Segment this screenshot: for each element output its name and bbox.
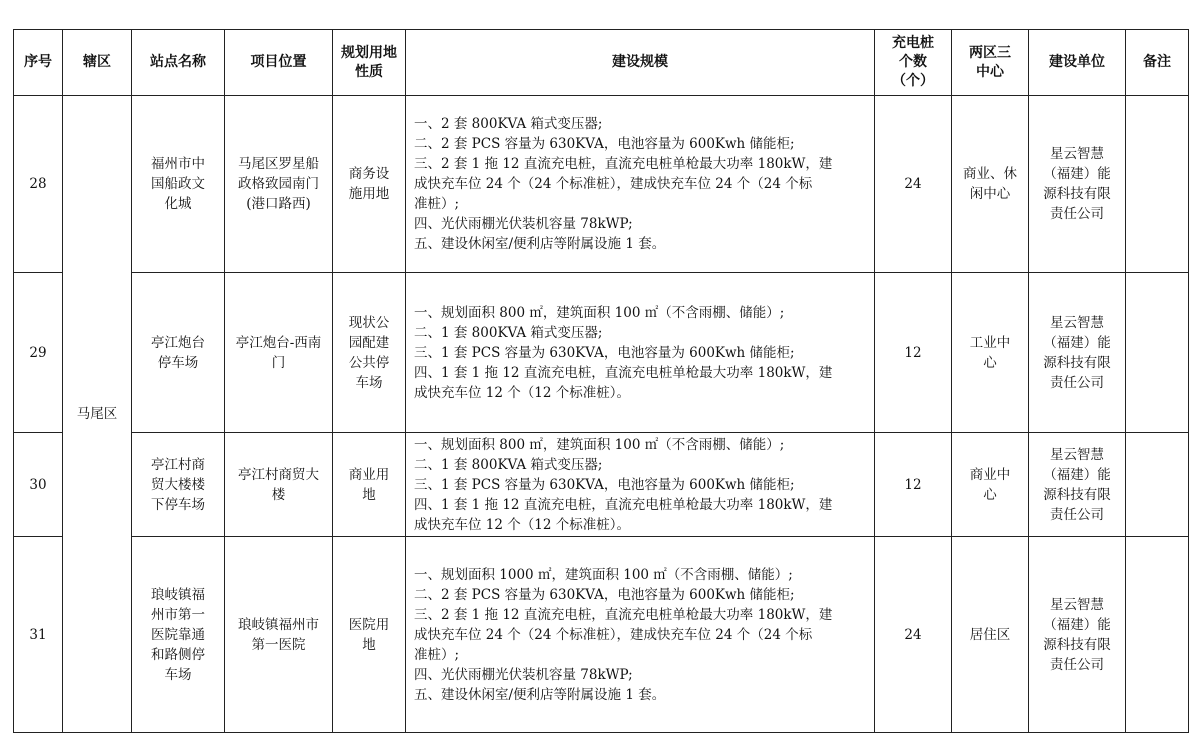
scale-line: 三、1 套 PCS 容量为 630KVA，电池容量为 600Kwh 储能柜; [414,476,795,493]
cell-piles: 24 [875,537,952,733]
header-remark: 备注 [1126,30,1189,96]
table-row [14,433,1189,537]
cell-land-use [333,537,406,733]
zone-text: 商业、休闲中心 [963,166,1017,202]
scale-line: 三、1 套 PCS 容量为 630KVA，电池容量为 600Kwh 储能柜; [414,344,795,361]
cell-site-name [132,537,225,733]
scale-line: 二、1 套 800KVA 箱式变压器; [414,324,603,341]
cell-builder [1029,273,1126,433]
cell-builder [1029,96,1126,273]
header-scale: 建设规模 [406,30,875,96]
land-use-text: 商业用地 [348,466,390,503]
header-no: 序号 [14,30,63,96]
cell-scale [406,433,875,537]
header-builder: 建设单位 [1029,30,1126,96]
scale-line: 四、光伏雨棚光伏装机容量 78kWP; [414,666,633,683]
location-text: 琅岐镇福州市第一医院 [238,616,319,653]
cell-site-name [132,433,225,537]
cell-no: 29 [14,273,63,433]
header-site-name: 站点名称 [132,30,225,96]
zone-text: 工业中心 [969,334,1011,371]
cell-piles: 12 [875,433,952,537]
land-use-text: 现状公园配建公共停车场 [348,314,390,391]
site-name-text: 琅岐镇福州市第一医院靠通和路侧停车场 [151,586,205,683]
scale-line: 四、1 套 1 拖 12 直流充电桩，直流充电桩单枪最大功率 180kW，建 [414,496,833,513]
table-row [14,537,1189,733]
scale-line: 五、建设休闲室/便利店等附属设施 1 套。 [414,686,666,703]
zone-text: 商业中心 [969,466,1011,503]
header-zone: 两区三中心 [952,30,1029,96]
scale-line: 五、建设休闲室/便利店等附属设施 1 套。 [414,236,666,252]
cell-land-use [333,96,406,273]
cell-piles: 24 [875,96,952,273]
zone-text: 居住区 [969,626,1011,643]
builder-text: 星云智慧（福建）能源科技有限责任公司 [1043,146,1111,222]
scale-line: 准桩）; [414,196,460,212]
header-district: 辖区 [63,30,132,96]
cell-scale [406,273,875,433]
scale-line: 一、2 套 800KVA 箱式变压器; [414,116,603,132]
project-table [13,29,1189,733]
cell-zone [952,537,1029,733]
cell-site-name [132,273,225,433]
land-use-text: 医院用地 [348,616,390,653]
location-text: 亭江炮台-西南门 [235,334,322,371]
cell-location [225,537,333,733]
scale-line: 三、2 套 1 拖 12 直流充电桩，直流充电桩单枪最大功率 180kW，建 [414,606,833,623]
cell-remark [1126,273,1189,433]
builder-text: 星云智慧（福建）能源科技有限责任公司 [1043,596,1111,673]
scale-line: 成快充车位 24 个（24 个标准桩），建成快充车位 24 个（24 个标 [414,626,813,643]
cell-no: 28 [14,96,63,273]
cell-no: 31 [14,537,63,733]
scale-line: 二、1 套 800KVA 箱式变压器; [414,456,603,473]
scale-line: 四、光伏雨棚光伏装机容量 78kWP; [414,216,633,232]
cell-land-use [333,433,406,537]
cell-zone [952,96,1029,273]
land-use-text: 商务设施用地 [348,166,390,202]
scale-line: 一、规划面积 1000 ㎡，建筑面积 100 ㎡（不含雨棚、储能）; [414,566,793,583]
scale-line: 成快充车位 12 个（12 个标准桩）。 [414,384,630,401]
cell-no: 30 [14,433,63,537]
cell-piles: 12 [875,273,952,433]
cell-zone [952,433,1029,537]
cell-zone [952,273,1029,433]
cell-builder [1029,537,1126,733]
cell-site-name [132,96,225,273]
site-name-text: 亭江炮台停车场 [151,334,205,371]
scale-line: 成快充车位 24 个（24 个标准桩），建成快充车位 24 个（24 个标 [414,176,813,192]
cell-remark [1126,433,1189,537]
header-location: 项目位置 [225,30,333,96]
scale-line: 准桩）; [414,646,460,663]
scale-line: 二、2 套 PCS 容量为 630KVA，电池容量为 600Kwh 储能柜; [414,136,795,152]
cell-remark [1126,96,1189,273]
cell-location [225,433,333,537]
header-land-use: 规划用地性质 [333,30,406,96]
scale-line: 二、2 套 PCS 容量为 630KVA，电池容量为 600Kwh 储能柜; [414,586,795,603]
cell-builder [1029,433,1126,537]
scale-line: 三、2 套 1 拖 12 直流充电桩，直流充电桩单枪最大功率 180kW，建 [414,156,833,172]
site-name-text: 福州市中国船政文化城 [151,156,205,212]
scale-line: 一、规划面积 800 ㎡，建筑面积 100 ㎡（不含雨棚、储能）; [414,304,785,321]
cell-district: 马尾区 [63,96,132,733]
cell-scale [406,537,875,733]
scale-line: 四、1 套 1 拖 12 直流充电桩，直流充电桩单枪最大功率 180kW，建 [414,364,833,381]
table-row [14,96,1189,273]
scale-line: 一、规划面积 800 ㎡，建筑面积 100 ㎡（不含雨棚、储能）; [414,436,785,453]
cell-location [225,96,333,273]
builder-text: 星云智慧（福建）能源科技有限责任公司 [1043,314,1111,391]
scale-line: 成快充车位 12 个（12 个标准桩）。 [414,516,630,533]
header-piles: 充电桩个数（个） [875,30,952,96]
site-name-text: 亭江村商贸大楼楼下停车场 [151,456,205,513]
cell-land-use [333,273,406,433]
location-text: 亭江村商贸大楼 [238,466,319,503]
cell-location [225,273,333,433]
builder-text: 星云智慧（福建）能源科技有限责任公司 [1043,446,1111,523]
cell-scale [406,96,875,273]
header-row [14,30,1189,96]
location-text: 马尾区罗星船政格致园南门(港口路西) [238,156,319,212]
table-row [14,273,1189,433]
cell-remark [1126,537,1189,733]
